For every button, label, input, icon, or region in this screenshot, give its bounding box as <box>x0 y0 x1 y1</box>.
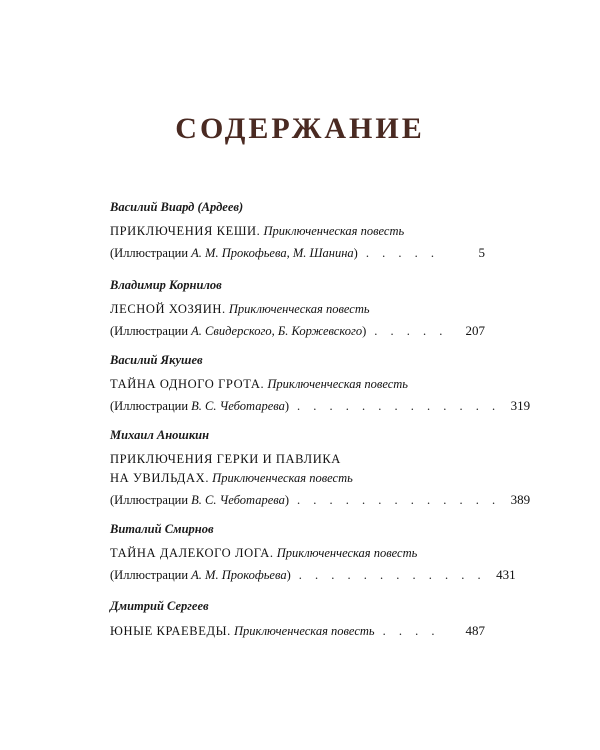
entry-work-title-continued: НА УВИЛЬДАХ. <box>110 471 210 485</box>
entry-subtitle: Приключенческая повесть <box>276 546 418 560</box>
toc-entry <box>110 597 485 641</box>
illustrations-suffix: ) <box>286 568 291 582</box>
dot-leader: . . . . . . . . . . . . . <box>297 399 501 413</box>
illustrations-suffix: ) <box>284 399 290 413</box>
entry-title-row <box>110 621 485 641</box>
illustrators: А. М. Прокофьева <box>191 568 287 582</box>
entry-illustrations-row <box>110 321 485 341</box>
entry-work-title: ПРИКЛЮЧЕНИЯ КЕШИ. <box>110 224 261 238</box>
entry-illustrations-row <box>110 565 516 585</box>
illustrations-suffix: ) <box>284 493 290 507</box>
entry-title-row <box>110 300 485 319</box>
page-number: 487 <box>465 623 485 638</box>
dot-leader: . . . . . <box>365 246 439 260</box>
toc-entry <box>110 198 485 263</box>
illustrators: А. Свидерского, Б. Коржевского <box>191 324 363 338</box>
illustrations-suffix: ) <box>353 246 358 260</box>
entry-subtitle: Приключенческая повесть <box>212 471 353 485</box>
entry-work-title: ТАЙНА ДАЛЕКОГО ЛОГА. <box>110 546 274 560</box>
page-number: 319 <box>510 398 531 413</box>
illustrations-prefix: (Иллюстрации <box>110 493 189 507</box>
dot-leader: . . . . . . . . . . . . <box>298 568 486 582</box>
entry-author: Владимир Корнилов <box>110 278 222 292</box>
illustrations-prefix: (Иллюстрации <box>110 324 189 338</box>
entry-work-title: ЮНЫЕ КРАЕВЕДЫ. <box>110 624 231 638</box>
illustrations-suffix: ) <box>362 324 367 338</box>
illustrations-prefix: (Иллюстрации <box>110 568 189 582</box>
entry-author: Василий Виард (Ардеев) <box>110 200 244 214</box>
entry-author: Василий Якушев <box>110 353 203 367</box>
toc-entry <box>110 276 485 341</box>
dot-leader: . . . . . <box>374 324 448 338</box>
page-title: СОДЕРЖАНИЕ <box>175 112 425 145</box>
toc-entry <box>110 426 531 510</box>
illustrations-prefix: (Иллюстрации <box>110 399 189 413</box>
entry-title-row <box>110 544 485 563</box>
entry-illustrations-row <box>110 243 485 263</box>
entry-subtitle: Приключенческая повесть <box>263 224 405 238</box>
entry-work-title: ЛЕСНОЙ ХОЗЯИН. <box>110 302 226 316</box>
entry-illustrations-row <box>110 396 531 416</box>
entry-work-title: ТАЙНА ОДНОГО ГРОТА. <box>110 377 265 391</box>
entry-author: Михаил Аношкин <box>110 428 210 442</box>
entry-author: Виталий Смирнов <box>110 522 214 536</box>
entry-illustrations-row <box>110 490 531 510</box>
illustrators: В. С. Чеботарева <box>191 493 285 507</box>
entry-author: Дмитрий Сергеев <box>110 599 209 613</box>
toc-entry <box>110 520 516 585</box>
entry-subtitle: Приключенческая повесть <box>233 624 375 638</box>
entry-subtitle: Приключенческая повесть <box>228 302 370 316</box>
entry-subtitle: Приключенческая повесть <box>267 377 408 391</box>
entry-title-row-continued <box>110 469 485 488</box>
entry-title-row <box>110 222 485 241</box>
entry-work-title: ПРИКЛЮЧЕНИЯ ГЕРКИ И ПАВЛИКА <box>110 452 341 466</box>
illustrators: А. М. Прокофьева, М. Шанина <box>191 246 354 260</box>
page-number: 5 <box>478 245 485 260</box>
dot-leader: . . . . <box>382 624 440 638</box>
illustrations-prefix: (Иллюстрации <box>110 246 189 260</box>
page-number: 389 <box>510 492 531 507</box>
toc-entry <box>110 351 531 416</box>
entry-title-row <box>110 450 485 469</box>
entry-title-row <box>110 375 485 394</box>
illustrators: В. С. Чеботарева <box>191 399 285 413</box>
page-number: 207 <box>465 323 485 338</box>
dot-leader: . . . . . . . . . . . . . <box>297 493 501 507</box>
page-number: 431 <box>496 567 516 582</box>
